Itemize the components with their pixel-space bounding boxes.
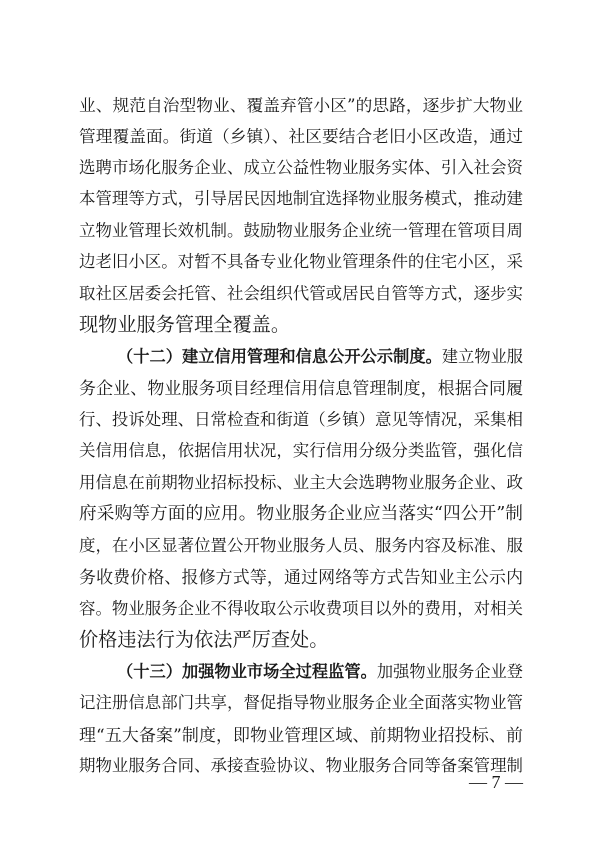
section-12-first-line-rest: 建立物业服 [441, 347, 523, 366]
text-line: 务收费价格、报修方式等，通过网络等方式告知业主公示内 [79, 567, 523, 587]
text-line: 容。物业服务企业不得收取公示收费项目以外的费用，对相关 [79, 599, 523, 618]
text-line: 业、规范自治型物业、覆盖弃管小区”的思路，逐步扩大物业 [79, 95, 523, 115]
text-line: 记注册信息部门共享，督促指导物业服务企业全面落实物业管 [79, 693, 523, 712]
text-line: 价格违法行为依法严厉查处。 [79, 628, 329, 651]
text-line: 府采购等方面的应用。物业服务企业应当落实“四公开”制 [79, 504, 523, 524]
text-line: 边老旧小区。对暂不具备专业化物业管理条件的住宅小区，采 [79, 252, 523, 271]
section-13-first-line [117, 660, 523, 684]
text-line: 期物业服务合同、承接查验协议、物业服务合同等备案管理制 [79, 756, 523, 775]
text-line: 管理覆盖面。街道（乡镇）、社区要结合老旧小区改造，通过 [79, 126, 523, 146]
text-line: 现物业服务管理全覆盖。 [79, 313, 291, 336]
text-line: 本管理等方式，引导居民因地制宜选择物业服务模式，推动建 [79, 189, 523, 208]
section-13-heading: （十三）加强物业市场全过程监管。 [117, 662, 377, 681]
text-line: 取社区居委会托管、社会组织代管或居民自管等方式，逐步实 [79, 284, 523, 303]
text-line: 关信用信息，依据信用状况，实行信用分级分类监管，强化信 [79, 441, 523, 460]
text-line: 理“五大备案”制度，即物业管理区域、前期物业招投标、前 [79, 725, 523, 745]
text-line: 度，在小区显著位置公开物业服务人员、服务内容及标准、服 [79, 536, 523, 555]
section-12-heading: （十二）建立信用管理和信息公开公示制度。 [117, 347, 442, 366]
text-line: 务企业、物业服务项目经理信用信息管理制度，根据合同履 [79, 378, 523, 398]
text-line: 行、投诉处理、日常检查和街道（乡镇）意见等情况，采集相 [79, 410, 523, 429]
page-number: — 7 — [469, 772, 523, 792]
section-13-first-line-rest: 加强物业服务企业登 [376, 662, 523, 681]
text-line: 用信息在前期物业招标投标、业主大会选聘物业服务企业、政 [79, 473, 523, 492]
text-line: 立物业管理长效机制。鼓励物业服务企业统一管理在管项目周 [79, 221, 523, 240]
text-line: 选聘市场化服务企业、成立公益性物业服务实体、引入社会资 [79, 158, 523, 177]
section-12-first-line [117, 345, 523, 369]
